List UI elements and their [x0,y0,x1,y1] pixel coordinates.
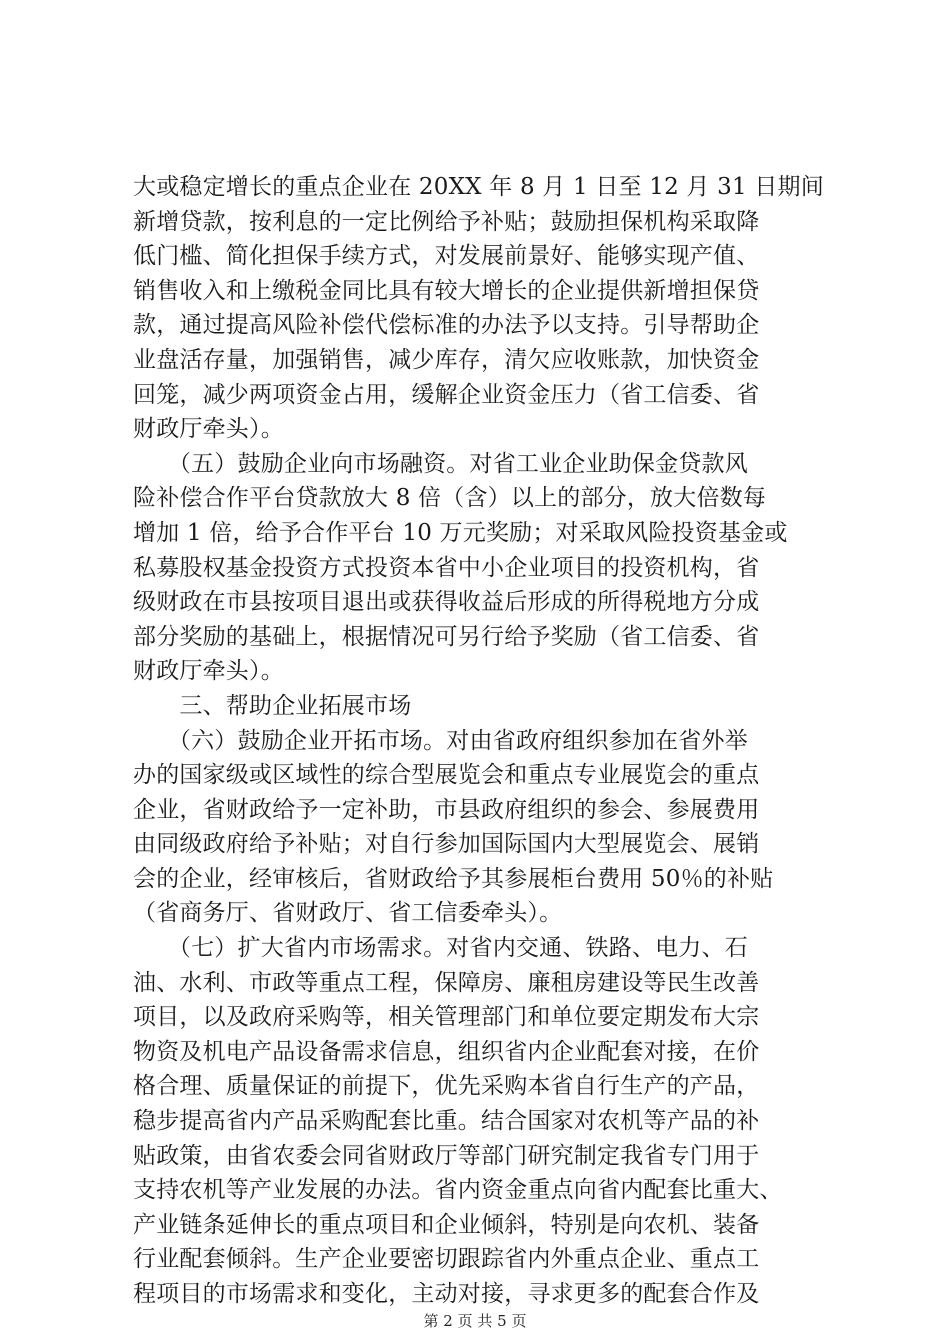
text-line: （五）鼓励企业向市场融资。对省工业企业助保金贷款风 [133,450,748,477]
text-line: 项目，以及政府采购等，相关管理部门和单位要定期发布大宗 [133,1004,760,1031]
text-line: 油、水利、市政等重点工程，保障房、廉租房建设等民生改善 [133,969,760,996]
text-line: 贴政策，由省农委会同省财政厅等部门研究制定我省专门用于 [133,1142,760,1169]
text-line: 程项目的市场需求和变化，主动对接，寻求更多的配套合作及 [133,1281,760,1307]
document-body [133,170,833,1312]
text-line: 部分奖励的基础上，根据情况可另行给予奖励（省工信委、省 [133,623,760,650]
text-line: 款，通过提高风险补偿代偿标准的办法予以支持。引导帮助企 [133,312,760,339]
text-line: 产业链条延伸长的重点项目和企业倾斜，特别是向农机、装备 [133,1211,760,1238]
section-heading: 三、帮助企业拓展市场 [133,692,412,719]
text-line: 稳步提高省内产品采购配套比重。结合国家对农机等产品的补 [133,1108,760,1135]
text-line: （六）鼓励企业开拓市场。对由省政府组织参加在省外举 [133,727,748,754]
text-line: 会的企业，经审核后，省财政给予其参展柜台费用 50％的补贴 [133,865,774,892]
text-line: 财政厅牵头）。 [133,658,284,685]
text-line: 级财政在市县按项目退出或获得收益后形成的所得税地方分成 [133,589,760,616]
text-line: 格合理、质量保证的前提下，优先采购本省自行生产的产品， [133,1073,760,1100]
text-line: 财政厅牵头）。 [133,416,284,443]
text-line: 由同级政府给予补贴；对自行参加国际国内大型展览会、展销 [133,831,760,858]
text-line: 物资及机电产品设备需求信息，组织省内企业配套对接，在价 [133,1038,760,1065]
text-line: 行业配套倾斜。生产企业要密切跟踪省内外重点企业、重点工 [133,1246,760,1273]
text-line: 低门槛、简化担保手续方式，对发展前景好、能够实现产值、 [133,243,760,270]
text-line: 增加 1 倍，给予合作平台 10 万元奖励；对采取风险投资基金或 [133,519,788,546]
text-line: 险补偿合作平台贷款放大 8 倍（含）以上的部分，放大倍数每 [133,485,767,512]
text-line: 办的国家级或区域性的综合型展览会和重点专业展览会的重点 [133,762,760,789]
text-line: 回笼，减少两项资金占用，缓解企业资金压力（省工信委、省 [133,381,760,408]
page-number-footer: 第 2 页 共 5 页 [423,1312,527,1330]
text-line: 私募股权基金投资方式投资本省中小企业项目的投资机构，省 [133,554,760,581]
text-line: 支持农机等产业发展的办法。省内资金重点向省内配套比重大、 [133,1177,783,1204]
text-line: 企业，省财政给予一定补助，市县政府组织的参会、参展费用 [133,796,760,823]
text-line: （七）扩大省内市场需求。对省内交通、铁路、电力、石 [133,935,748,962]
text-line: 销售收入和上缴税金同比具有较大增长的企业提供新增担保贷 [133,277,760,304]
text-line: 大或稳定增长的重点企业在 20XX 年 8 月 1 日至 12 月 31 日期间 [133,174,824,200]
text-line: （省商务厅、省财政厅、省工信委牵头）。 [133,900,563,927]
text-line: 业盘活存量，加强销售，减少库存，清欠应收账款，加快资金 [133,346,760,373]
text-line: 新增贷款，按利息的一定比例给予补贴；鼓励担保机构采取降 [133,208,760,235]
